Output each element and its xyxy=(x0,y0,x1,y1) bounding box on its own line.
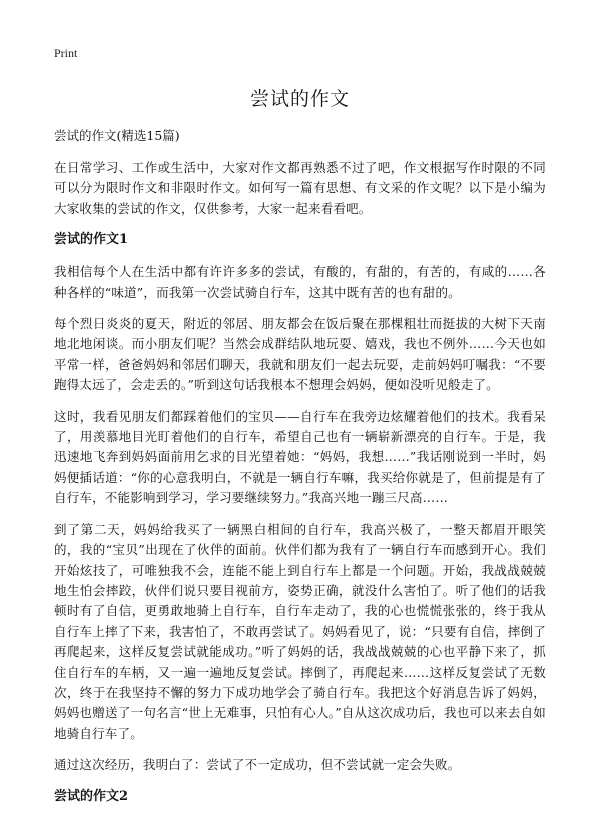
body-paragraph: 每个烈日炎炎的夏天，附近的邻居、朋友都会在饭后聚在那棵粗壮而挺拔的大树下天南地北地闲谈。而小朋友们呢？当然会成群结队地玩耍、嬉戏，我也不例外……今天也如平常一样，爸爸妈妈和邻居们聊天，我就和朋友们一起去玩耍，走前妈妈叮嘱我：“不要跑得太远了，会走丢的。”听到这句话我根本不想理会妈妈，便如没听见般走了。 xyxy=(54,316,546,393)
section-heading-1: 尝试的作文1 xyxy=(54,232,129,248)
intro-paragraph: 在日常学习、工作或生活中，大家对作文都再熟悉不过了吧，作文根据写作时限的不同可以分为限时作文和非限时作文。如何写一篇有思想、有文采的作文呢？以下是小编为大家收集的尝试的作文，仅供参考，大家一起来看看吧。 xyxy=(54,160,546,216)
body-paragraph: 我相信每个人在生活中都有许许多多的尝试，有酸的，有甜的，有苦的，有咸的……各种各样的“味道”，而我第一次尝试骑自行车，这其中既有苦的也有甜的。 xyxy=(54,264,546,300)
body-paragraph: 到了第二天，妈妈给我买了一辆黑白相间的自行车，我高兴极了，一整天都眉开眼笑的，我的“宝贝”出现在了伙伴的面前。伙伴们都为我有了一辆自行车而感到开心。我们开始炫技了，可唯独我不会，连能不能上到自行车上都是一个问题。开始，我战战兢兢地生怕会摔跤，伙伴们说只要目视前方，姿势正确，就没什么害怕了。听了他们的话我顿时有了自信，更勇敢地骑上自行车，自行车走动了，我的心也慌慌张张的，终于我从自行车上摔了下来，我害怕了，不敢再尝试了。妈妈看见了，说：“只要有自信，摔倒了再爬起来，这样反复尝试就能成功。”听了妈妈的话，我战战兢兢的心也平静下来了，抓住自行车的车柄，又一遍一遍地反复尝试。摔倒了，再爬起来……这样反复尝试了无数次，终于在我坚持不懈的努力下成功地学会了骑自行车。我把这个好消息告诉了妈妈，妈妈也赠送了一句名言“世上无难事，只怕有心人。”自从这次成功后，我也可以来去自如地骑自行车了。 xyxy=(54,521,546,741)
page-title: 尝试的作文 xyxy=(249,88,350,110)
body-paragraph: 这时，我看见朋友们都踩着他们的宝贝——自行车在我旁边炫耀着他们的技术。我看呆了，用羡慕地目光盯着他们的自行车，希望自己也有一辆崭新漂亮的自行车。于是，我迅速地飞奔到妈妈面前用乞求的目光望着她：“妈妈，我想……”我话刚说到一半时，妈妈便插话道：“你的心意我明白，不就是一辆自行车嘛，我买给你就是了，但前提是有了自行车，不能影响到学习，学习要继续努力。”我高兴地一蹦三尺高…… xyxy=(54,408,546,506)
section-heading-2: 尝试的作文2 xyxy=(54,788,129,804)
print-link[interactable]: Print xyxy=(54,46,78,60)
document-subtitle: 尝试的作文(精选15篇) xyxy=(54,128,180,143)
body-paragraph: 通过这次经历，我明白了：尝试了不一定成功，但不尝试就一定会失败。 xyxy=(54,757,461,773)
